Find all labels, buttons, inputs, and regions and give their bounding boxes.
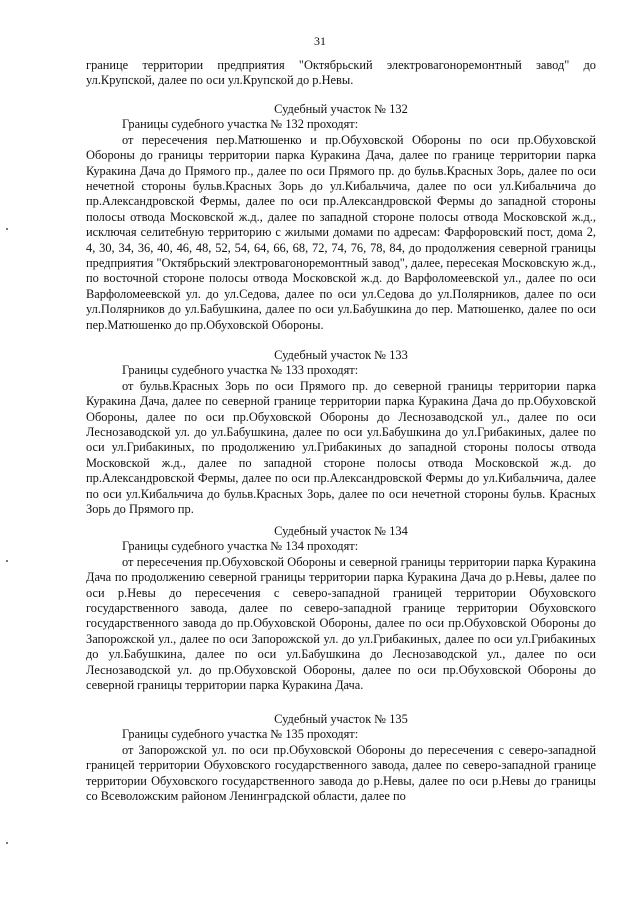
section-132	[86, 102, 596, 333]
section-lead: Границы судебного участка № 135 проходят:	[122, 727, 359, 742]
section-lead: Границы судебного участка № 134 проходят:	[122, 539, 359, 554]
page-number: 31	[314, 34, 326, 48]
section-133	[86, 348, 596, 517]
section-title: Судебный участок № 135	[274, 712, 408, 726]
section-title: Судебный участок № 132	[274, 102, 408, 116]
section-text: от бульв.Красных Зорь по оси Прямого пр. до северной границы территории парка Куракина Дача, далее по северной границе территории парка Куракина Дача до пр.Обуховской Обороны, далее по оси пр.Обуховской Обороны до Леснозаводской ул., далее по оси Леснозаводской ул. до ул.Бабушкина, далее по оси ул.Бабушкина до ул.Грибакиных, далее по оси ул.Грибакиных, по продолжению ул.Грибакиных до западной стороны полосы отвода Московской ж.д., далее по западной стороне полосы отвода Московской ж.д. до пр.Александровской Фермы, далее по оси пр.Александровской Фермы до ул.Кибальчича, далее по оси ул.Кибальчича до бульв.Красных Зорь, далее по оси нечетной стороны бульв. Красных Зорь до Прямого пр.	[86, 378, 596, 517]
scan-edge-mark	[6, 560, 8, 562]
section-text: от Запорожской ул. по оси пр.Обуховской Обороны до пересечения с северо-западной границей территории Обуховского государственного завода, далее по северо-западной границе территории Обуховского государственного завода до р.Невы, далее по оси р.Невы до границы со Всеволожским районом Ленинградской области, далее по	[86, 742, 596, 804]
intro-paragraph: границе территории предприятия "Октябрьский электровагоноремонтный завод" до ул.Крупской, далее по оси ул.Крупской до р.Невы.	[86, 58, 596, 88]
section-text: от пересечения пер.Матюшенко и пр.Обуховской Обороны по оси пр.Обуховской Обороны до границы территории парка Куракина Дача, далее по границе территории парка Куракина Дача до Прямого пр., далее по оси Прямого пр. до бульв.Красных Зорь, далее по оси нечетной стороны бульв.Красных Зорь до ул.Кибальчича, далее по оси ул.Кибальчича до пр.Александровской Фермы, далее по оси пр.Александровской Фермы до западной стороны полосы отвода Московской ж.д., далее по западной стороне полосы отвода Московской ж.д., исключая селитебную территорию с жилыми домами по адресам: Фарфоровский пост, дома 2, 4, 30, 34, 36, 40, 46, 48, 52, 54, 64, 66, 68, 72, 74, 76, 78, 84, до продолжения северной границы предприятия "Октябрьский электровагоноремонтный завод", далее, пересекая Московскую ж.д., по восточной стороне полосы отвода Московской ж.д. до Варфоломеевской ул., далее по оси Варфоломеевской ул. до ул.Седова, далее по оси ул.Седова до ул.Полярников, далее по оси ул.Полярников до ул.Бабушкина, далее по оси ул.Бабушкина до пер. Матюшенко, далее по оси пер.Матюшенко до пр.Обуховской Обороны.	[86, 132, 596, 332]
section-title: Судебный участок № 134	[274, 524, 408, 538]
section-lead: Границы судебного участка № 133 проходят:	[122, 363, 359, 378]
section-lead: Границы судебного участка № 132 проходят:	[122, 117, 359, 132]
section-134	[86, 524, 596, 693]
section-135	[86, 712, 596, 804]
document-body	[86, 58, 596, 804]
section-text: от пересечения пр.Обуховской Обороны и северной границы территории парка Куракина Дача по продолжению северной границы территории парка Куракина Дача до р.Невы, далее по оси р.Невы до пересечения с северо-западной границей территории Обуховского государственного завода, далее по северо-западной границе территории Обуховского государственного завода до пр.Обуховской Обороны, далее по оси пр.Обуховской Обороны до Запорожской ул., далее по оси Запорожской ул. до ул.Грибакиных, далее по оси ул.Грибакиных до ул.Бабушкина, далее по оси ул.Бабушкина до Леснозаводской ул., далее по оси Леснозаводской ул. до пр.Обуховской Обороны, далее по оси пр.Обуховской Обороны до северной границы территории парка Куракина Дача.	[86, 554, 596, 693]
scan-edge-mark	[6, 228, 8, 230]
scan-edge-mark	[6, 842, 8, 844]
section-title: Судебный участок № 133	[274, 348, 408, 362]
